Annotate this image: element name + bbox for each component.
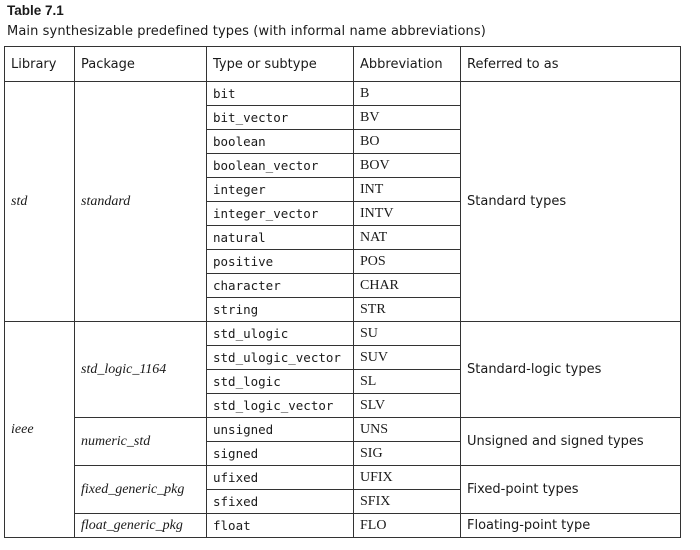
header-type: Type or subtype <box>207 47 354 82</box>
type-cell: sfixed <box>207 490 354 514</box>
abbreviation-cell: SLV <box>354 394 461 418</box>
type-cell: natural <box>207 226 354 250</box>
abbreviation-cell: SIG <box>354 442 461 466</box>
abbreviation-cell: UFIX <box>354 466 461 490</box>
table-row <box>5 514 681 538</box>
abbreviation-cell: INTV <box>354 202 461 226</box>
group-unsigned-signed-types: Unsigned and signed types <box>461 418 681 466</box>
abbreviation-cell: NAT <box>354 226 461 250</box>
type-cell: bit_vector <box>207 106 354 130</box>
header-row <box>5 47 681 82</box>
abbreviation-cell: POS <box>354 250 461 274</box>
abbreviation-cell: BOV <box>354 154 461 178</box>
type-cell: integer <box>207 178 354 202</box>
type-cell: std_logic_vector <box>207 394 354 418</box>
table-row <box>5 418 681 442</box>
abbreviation-cell: B <box>354 82 461 106</box>
type-cell: std_ulogic <box>207 322 354 346</box>
abbreviation-cell: CHAR <box>354 274 461 298</box>
type-cell: float <box>207 514 354 538</box>
type-cell: integer_vector <box>207 202 354 226</box>
abbreviation-cell: SUV <box>354 346 461 370</box>
header-package: Package <box>75 47 207 82</box>
abbreviation-cell: SU <box>354 322 461 346</box>
group-fixed-point-types: Fixed-point types <box>461 466 681 514</box>
type-cell: std_logic <box>207 370 354 394</box>
abbreviation-cell: FLO <box>354 514 461 538</box>
header-referred-to-as: Referred to as <box>461 47 681 82</box>
abbreviation-cell: BV <box>354 106 461 130</box>
type-cell: boolean <box>207 130 354 154</box>
type-cell: std_ulogic_vector <box>207 346 354 370</box>
type-cell: character <box>207 274 354 298</box>
library-ieee: ieee <box>5 322 75 538</box>
types-table <box>4 46 681 538</box>
package-float-generic-pkg: float_generic_pkg <box>75 514 207 538</box>
type-cell: positive <box>207 250 354 274</box>
abbreviation-cell: UNS <box>354 418 461 442</box>
abbreviation-cell: SL <box>354 370 461 394</box>
package-fixed-generic-pkg: fixed_generic_pkg <box>75 466 207 514</box>
library-std: std <box>5 82 75 322</box>
abbreviation-cell: STR <box>354 298 461 322</box>
package-std-logic-1164: std_logic_1164 <box>75 322 207 418</box>
abbreviation-cell: INT <box>354 178 461 202</box>
table-label: Table 7.1 <box>7 3 64 18</box>
package-standard: standard <box>75 82 207 322</box>
type-cell: ufixed <box>207 466 354 490</box>
type-cell: string <box>207 298 354 322</box>
table-caption: Main synthesizable predefined types (with informal name abbreviations) <box>7 24 486 39</box>
table-row <box>5 466 681 490</box>
type-cell: bit <box>207 82 354 106</box>
type-cell: unsigned <box>207 418 354 442</box>
group-standard-types: Standard types <box>461 82 681 322</box>
header-library: Library <box>5 47 75 82</box>
type-cell: boolean_vector <box>207 154 354 178</box>
table-row <box>5 322 681 346</box>
abbreviation-cell: SFIX <box>354 490 461 514</box>
header-abbreviation: Abbreviation <box>354 47 461 82</box>
table-row <box>5 82 681 106</box>
package-numeric-std: numeric_std <box>75 418 207 466</box>
group-standard-logic-types: Standard-logic types <box>461 322 681 418</box>
abbreviation-cell: BO <box>354 130 461 154</box>
table-caption-block <box>7 2 693 44</box>
group-floating-point-type: Floating-point type <box>461 514 681 538</box>
type-cell: signed <box>207 442 354 466</box>
